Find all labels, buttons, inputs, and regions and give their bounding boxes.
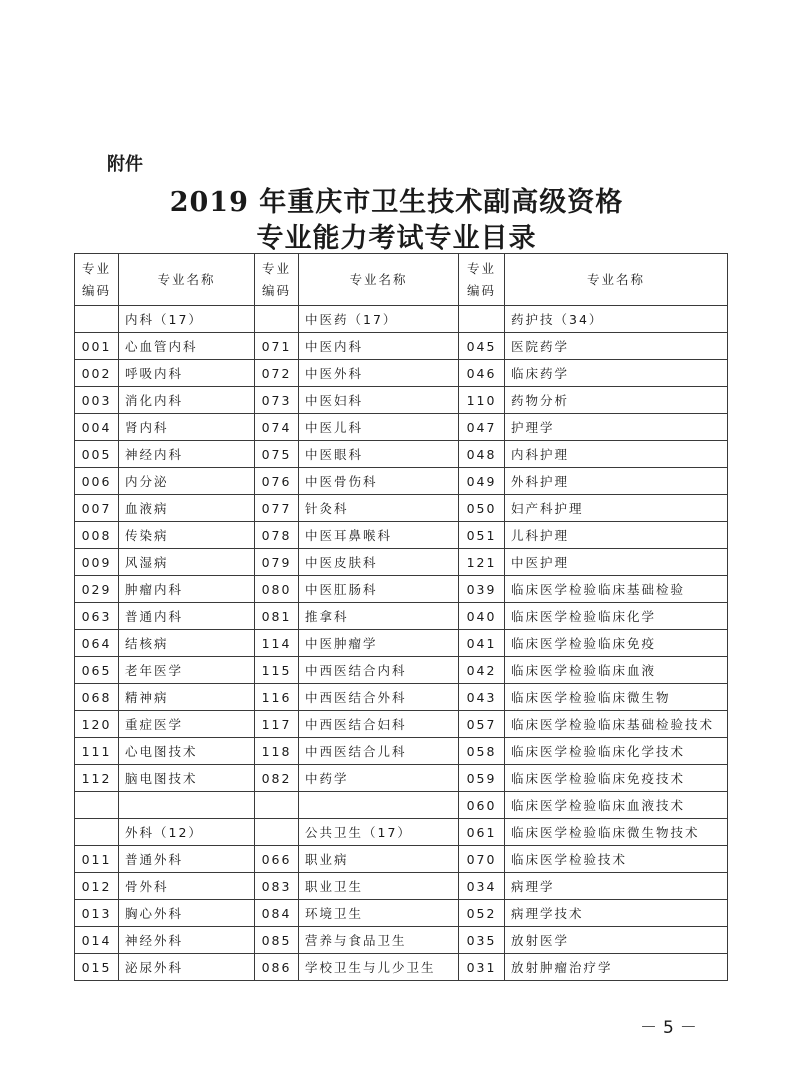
table-row bbox=[75, 522, 728, 549]
specialty-code-cell bbox=[255, 306, 299, 333]
specialty-code-cell: 074 bbox=[255, 414, 299, 441]
specialty-code-cell: 008 bbox=[75, 522, 119, 549]
specialty-code-cell: 004 bbox=[75, 414, 119, 441]
specialty-name-cell: 外科（12） bbox=[119, 819, 255, 846]
specialty-name-cell: 中西医结合儿科 bbox=[299, 738, 459, 765]
specialty-name-cell: 风湿病 bbox=[119, 549, 255, 576]
specialty-code-cell: 051 bbox=[459, 522, 505, 549]
specialty-code-cell: 111 bbox=[75, 738, 119, 765]
specialty-code-cell bbox=[255, 819, 299, 846]
specialty-code-cell: 078 bbox=[255, 522, 299, 549]
specialty-name-cell: 药物分析 bbox=[505, 387, 728, 414]
specialty-name-cell: 结核病 bbox=[119, 630, 255, 657]
specialty-code-cell: 050 bbox=[459, 495, 505, 522]
specialty-code-cell: 049 bbox=[459, 468, 505, 495]
table-row bbox=[75, 900, 728, 927]
table-row bbox=[75, 954, 728, 981]
specialty-name-cell: 中医肿瘤学 bbox=[299, 630, 459, 657]
specialty-name-cell: 消化内科 bbox=[119, 387, 255, 414]
specialty-code-cell: 039 bbox=[459, 576, 505, 603]
specialty-name-cell: 临床药学 bbox=[505, 360, 728, 387]
specialty-code-cell: 070 bbox=[459, 846, 505, 873]
specialty-name-cell: 护理学 bbox=[505, 414, 728, 441]
table-row bbox=[75, 333, 728, 360]
specialty-name-cell: 临床医学检验临床微生物技术 bbox=[505, 819, 728, 846]
page-title-line-2: 专业能力考试专业目录 bbox=[256, 223, 537, 254]
specialty-name-cell: 中西医结合内科 bbox=[299, 657, 459, 684]
specialty-code-cell: 005 bbox=[75, 441, 119, 468]
specialty-name-cell: 临床医学检验临床免疫 bbox=[505, 630, 728, 657]
specialty-code-cell: 083 bbox=[255, 873, 299, 900]
specialty-code-cell: 084 bbox=[255, 900, 299, 927]
table-header-row bbox=[75, 254, 728, 306]
specialty-name-cell: 泌尿外科 bbox=[119, 954, 255, 981]
specialty-name-cell: 中医药（17） bbox=[299, 306, 459, 333]
specialty-code-cell: 076 bbox=[255, 468, 299, 495]
specialty-name-cell: 放射医学 bbox=[505, 927, 728, 954]
table-row bbox=[75, 873, 728, 900]
header-code-col2: 专业 编码 bbox=[255, 254, 299, 306]
specialty-code-cell: 003 bbox=[75, 387, 119, 414]
specialty-name-cell: 临床医学检验临床基础检验技术 bbox=[505, 711, 728, 738]
specialty-name-cell: 胸心外科 bbox=[119, 900, 255, 927]
specialty-code-cell: 006 bbox=[75, 468, 119, 495]
specialty-name-cell: 临床医学检验临床免疫技术 bbox=[505, 765, 728, 792]
table-row bbox=[75, 414, 728, 441]
specialty-code-cell: 077 bbox=[255, 495, 299, 522]
specialty-code-cell: 121 bbox=[459, 549, 505, 576]
specialty-name-cell: 中西医结合妇科 bbox=[299, 711, 459, 738]
specialty-name-cell: 公共卫生（17） bbox=[299, 819, 459, 846]
specialty-name-cell: 呼吸内科 bbox=[119, 360, 255, 387]
specialty-name-cell: 神经外科 bbox=[119, 927, 255, 954]
specialty-code-cell: 013 bbox=[75, 900, 119, 927]
specialty-name-cell: 职业卫生 bbox=[299, 873, 459, 900]
specialty-name-cell: 临床医学检验临床化学技术 bbox=[505, 738, 728, 765]
specialty-name-cell: 营养与食品卫生 bbox=[299, 927, 459, 954]
specialty-code-cell: 066 bbox=[255, 846, 299, 873]
specialty-name-cell: 重症医学 bbox=[119, 711, 255, 738]
header-name-col1: 专业名称 bbox=[119, 254, 255, 306]
specialty-name-cell: 骨外科 bbox=[119, 873, 255, 900]
specialty-code-cell: 117 bbox=[255, 711, 299, 738]
specialty-code-cell: 065 bbox=[75, 657, 119, 684]
specialty-code-cell: 048 bbox=[459, 441, 505, 468]
specialty-code-cell: 086 bbox=[255, 954, 299, 981]
table-row bbox=[75, 603, 728, 630]
table-row bbox=[75, 684, 728, 711]
specialty-name-cell: 环境卫生 bbox=[299, 900, 459, 927]
table-row bbox=[75, 468, 728, 495]
specialty-name-cell: 临床医学检验临床血液技术 bbox=[505, 792, 728, 819]
specialty-name-cell: 妇产科护理 bbox=[505, 495, 728, 522]
specialty-code-cell: 009 bbox=[75, 549, 119, 576]
specialty-name-cell: 中药学 bbox=[299, 765, 459, 792]
specialty-code-cell: 112 bbox=[75, 765, 119, 792]
specialty-name-cell: 心电图技术 bbox=[119, 738, 255, 765]
specialty-name-cell: 心血管内科 bbox=[119, 333, 255, 360]
specialty-name-cell: 内科护理 bbox=[505, 441, 728, 468]
header-name-col2: 专业名称 bbox=[299, 254, 459, 306]
specialty-code-cell: 060 bbox=[459, 792, 505, 819]
table-body bbox=[75, 254, 728, 981]
specialty-name-cell: 临床医学检验临床基础检验 bbox=[505, 576, 728, 603]
specialty-name-cell: 中医皮肤科 bbox=[299, 549, 459, 576]
specialty-code-cell: 042 bbox=[459, 657, 505, 684]
specialty-code-cell: 116 bbox=[255, 684, 299, 711]
specialty-name-cell: 中医肛肠科 bbox=[299, 576, 459, 603]
attachment-label: 附件 bbox=[107, 154, 143, 175]
table-row bbox=[75, 765, 728, 792]
specialty-directory-table bbox=[74, 253, 728, 981]
specialty-name-cell: 学校卫生与儿少卫生 bbox=[299, 954, 459, 981]
specialty-name-cell bbox=[299, 792, 459, 819]
specialty-name-cell: 中医妇科 bbox=[299, 387, 459, 414]
specialty-name-cell: 普通内科 bbox=[119, 603, 255, 630]
specialty-code-cell: 014 bbox=[75, 927, 119, 954]
specialty-name-cell: 针灸科 bbox=[299, 495, 459, 522]
specialty-code-cell: 110 bbox=[459, 387, 505, 414]
specialty-code-cell: 064 bbox=[75, 630, 119, 657]
specialty-code-cell: 115 bbox=[255, 657, 299, 684]
specialty-name-cell: 神经内科 bbox=[119, 441, 255, 468]
table-row bbox=[75, 711, 728, 738]
specialty-name-cell: 普通外科 bbox=[119, 846, 255, 873]
specialty-name-cell: 中西医结合外科 bbox=[299, 684, 459, 711]
table-row bbox=[75, 441, 728, 468]
specialty-code-cell: 007 bbox=[75, 495, 119, 522]
specialty-code-cell bbox=[75, 819, 119, 846]
header-code-col3: 专业 编码 bbox=[459, 254, 505, 306]
specialty-code-cell: 073 bbox=[255, 387, 299, 414]
specialty-name-cell: 内分泌 bbox=[119, 468, 255, 495]
specialty-code-cell: 082 bbox=[255, 765, 299, 792]
specialty-code-cell: 045 bbox=[459, 333, 505, 360]
specialty-code-cell: 031 bbox=[459, 954, 505, 981]
specialty-code-cell: 012 bbox=[75, 873, 119, 900]
specialty-name-cell: 药护技（34） bbox=[505, 306, 728, 333]
table-row bbox=[75, 846, 728, 873]
table-row bbox=[75, 360, 728, 387]
specialty-name-cell: 中医护理 bbox=[505, 549, 728, 576]
specialty-name-cell: 内科（17） bbox=[119, 306, 255, 333]
specialty-name-cell: 临床医学检验技术 bbox=[505, 846, 728, 873]
specialty-name-cell: 脑电图技术 bbox=[119, 765, 255, 792]
specialty-code-cell: 052 bbox=[459, 900, 505, 927]
specialty-code-cell: 046 bbox=[459, 360, 505, 387]
specialty-name-cell bbox=[119, 792, 255, 819]
specialty-name-cell: 老年医学 bbox=[119, 657, 255, 684]
specialty-name-cell: 中医眼科 bbox=[299, 441, 459, 468]
specialty-name-cell: 儿科护理 bbox=[505, 522, 728, 549]
specialty-code-cell: 041 bbox=[459, 630, 505, 657]
specialty-name-cell: 外科护理 bbox=[505, 468, 728, 495]
specialty-code-cell: 011 bbox=[75, 846, 119, 873]
specialty-code-cell bbox=[75, 306, 119, 333]
specialty-name-cell: 临床医学检验临床微生物 bbox=[505, 684, 728, 711]
specialty-code-cell: 071 bbox=[255, 333, 299, 360]
specialty-code-cell bbox=[75, 792, 119, 819]
specialty-code-cell: 118 bbox=[255, 738, 299, 765]
table-row bbox=[75, 657, 728, 684]
table-row bbox=[75, 819, 728, 846]
specialty-name-cell: 肾内科 bbox=[119, 414, 255, 441]
table-row bbox=[75, 306, 728, 333]
specialty-code-cell: 029 bbox=[75, 576, 119, 603]
specialty-name-cell: 肿瘤内科 bbox=[119, 576, 255, 603]
specialty-code-cell: 068 bbox=[75, 684, 119, 711]
specialty-name-cell: 精神病 bbox=[119, 684, 255, 711]
specialty-code-cell: 058 bbox=[459, 738, 505, 765]
specialty-code-cell: 114 bbox=[255, 630, 299, 657]
table-row bbox=[75, 927, 728, 954]
specialty-name-cell: 推拿科 bbox=[299, 603, 459, 630]
specialty-code-cell: 002 bbox=[75, 360, 119, 387]
specialty-code-cell bbox=[459, 306, 505, 333]
specialty-code-cell: 040 bbox=[459, 603, 505, 630]
specialty-name-cell: 临床医学检验临床血液 bbox=[505, 657, 728, 684]
specialty-code-cell bbox=[255, 792, 299, 819]
table-row bbox=[75, 738, 728, 765]
specialty-code-cell: 081 bbox=[255, 603, 299, 630]
specialty-code-cell: 034 bbox=[459, 873, 505, 900]
specialty-name-cell: 中医外科 bbox=[299, 360, 459, 387]
specialty-code-cell: 047 bbox=[459, 414, 505, 441]
specialty-name-cell: 中医耳鼻喉科 bbox=[299, 522, 459, 549]
header-name-col3: 专业名称 bbox=[505, 254, 728, 306]
specialty-name-cell: 职业病 bbox=[299, 846, 459, 873]
specialty-name-cell: 病理学 bbox=[505, 873, 728, 900]
specialty-code-cell: 015 bbox=[75, 954, 119, 981]
table-row bbox=[75, 387, 728, 414]
specialty-name-cell: 病理学技术 bbox=[505, 900, 728, 927]
specialty-code-cell: 080 bbox=[255, 576, 299, 603]
table-row bbox=[75, 630, 728, 657]
specialty-code-cell: 043 bbox=[459, 684, 505, 711]
table-row bbox=[75, 549, 728, 576]
specialty-name-cell: 中医内科 bbox=[299, 333, 459, 360]
page-number: －5－ bbox=[640, 1018, 703, 1038]
specialty-code-cell: 057 bbox=[459, 711, 505, 738]
table-row bbox=[75, 792, 728, 819]
specialty-code-cell: 001 bbox=[75, 333, 119, 360]
specialty-name-cell: 临床医学检验临床化学 bbox=[505, 603, 728, 630]
table-row bbox=[75, 576, 728, 603]
specialty-name-cell: 传染病 bbox=[119, 522, 255, 549]
specialty-code-cell: 059 bbox=[459, 765, 505, 792]
specialty-name-cell: 医院药学 bbox=[505, 333, 728, 360]
specialty-code-cell: 063 bbox=[75, 603, 119, 630]
specialty-code-cell: 061 bbox=[459, 819, 505, 846]
page-title-line-1: 2019 年重庆市卫生技术副高级资格 bbox=[169, 187, 624, 218]
specialty-code-cell: 072 bbox=[255, 360, 299, 387]
specialty-code-cell: 120 bbox=[75, 711, 119, 738]
specialty-code-cell: 075 bbox=[255, 441, 299, 468]
specialty-name-cell: 放射肿瘤治疗学 bbox=[505, 954, 728, 981]
specialty-code-cell: 035 bbox=[459, 927, 505, 954]
header-code-col1: 专业 编码 bbox=[75, 254, 119, 306]
specialty-code-cell: 079 bbox=[255, 549, 299, 576]
specialty-name-cell: 血液病 bbox=[119, 495, 255, 522]
table-row bbox=[75, 495, 728, 522]
specialty-name-cell: 中医儿科 bbox=[299, 414, 459, 441]
specialty-code-cell: 085 bbox=[255, 927, 299, 954]
specialty-name-cell: 中医骨伤科 bbox=[299, 468, 459, 495]
